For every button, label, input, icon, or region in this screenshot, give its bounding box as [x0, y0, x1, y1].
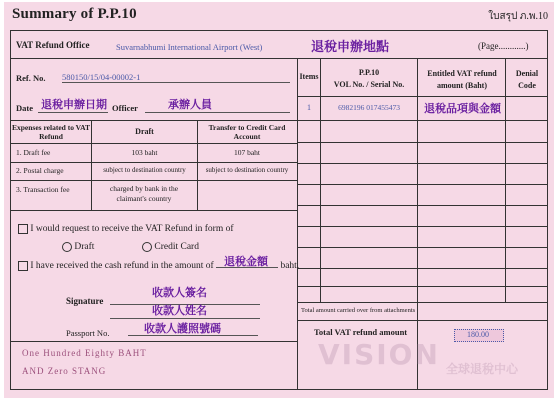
divider: [10, 58, 548, 59]
entitled-header: Entitled VAT refund amount (Baht): [427, 69, 497, 90]
items-annotation: 退稅品項與金額: [424, 102, 501, 115]
divider: [10, 180, 297, 181]
denial-header: Denial Code: [515, 69, 539, 90]
transfer-header: Transfer to Credit Card Account: [208, 123, 286, 141]
name-annotation: 收款人姓名: [152, 304, 207, 317]
thai-title: ใบสรุป ภ.พ.10: [488, 11, 548, 22]
ref-label: Ref. No.: [16, 73, 46, 83]
grid-line: [297, 302, 548, 303]
page-number-field: (Page............): [478, 41, 529, 51]
watermark-subtext: 全球退稅中心: [446, 362, 519, 376]
request-refund-text: I would request to receive the VAT Refund in form of: [30, 224, 234, 235]
grid-line: [297, 226, 548, 227]
date-annotation: 退稅申辦日期: [41, 98, 107, 111]
divider: [10, 120, 297, 121]
carried-over-label: Total amount carried over from attachments: [301, 307, 416, 314]
amount-in-words-line2: AND Zero STANG: [22, 366, 107, 376]
grid-line: [297, 268, 548, 269]
entitled-col-divider: [505, 58, 506, 302]
grid-line: [297, 120, 548, 121]
amount-annotation: 退稅金額: [224, 255, 268, 268]
signature-annotation: 收款人簽名: [152, 286, 207, 299]
items-header: Items: [299, 72, 319, 81]
items-col-divider: [320, 58, 321, 302]
expenses-header: Expenses related to VAT Refund: [12, 123, 90, 141]
draft-option-label: Draft: [74, 242, 95, 253]
request-refund-checkbox[interactable]: [18, 224, 28, 234]
office-value: Suvarnabhumi International Airport (West): [116, 42, 263, 52]
draft-option[interactable]: [62, 242, 94, 252]
amount-in-words-line1: One Hundred Eighty BAHT: [22, 348, 147, 358]
divider: [10, 143, 297, 144]
draft-fee-transfer: 107 baht: [233, 148, 261, 157]
draft-fee-draft: 103 baht: [131, 148, 158, 157]
signature-label: Signature: [66, 296, 104, 306]
grid-line: [297, 142, 548, 143]
pp10-header: P.P.10: [358, 68, 380, 77]
postal-draft: subject to destination country: [103, 166, 186, 174]
watermark-text: VISION: [318, 338, 440, 371]
divider: [10, 341, 297, 342]
divider: [297, 96, 548, 97]
draft-radio[interactable]: [62, 242, 72, 252]
office-annotation: 退稅申辦地點: [311, 40, 390, 55]
postal-transfer: subject to destination country: [205, 166, 289, 174]
officer-line: [145, 108, 290, 113]
divider: [10, 210, 297, 211]
divider: [10, 162, 297, 163]
baht-suffix: baht.: [280, 261, 300, 272]
cash-refund-text: I have received the cash refund in the amount of: [30, 261, 214, 272]
credit-card-option-label: Credit Card: [154, 242, 199, 253]
row-label-draft-fee: 1. Draft fee: [16, 148, 51, 157]
grid-line: [297, 320, 548, 321]
ref-number: 580150/15/04-00002-1: [62, 72, 290, 83]
credit-card-radio[interactable]: [142, 242, 152, 252]
officer-label: Officer: [112, 103, 138, 113]
grid-line: [297, 247, 548, 248]
row-label-transaction: 3. Transaction fee: [16, 185, 70, 194]
office-label: VAT Refund Office: [16, 40, 90, 50]
total-refund-label: Total VAT refund amount: [314, 327, 408, 337]
vol-serial-header: VOL No. / Serial No.: [333, 80, 405, 89]
draft-header: Draft: [135, 127, 154, 136]
item-number: 1: [307, 103, 311, 112]
grid-line: [297, 184, 548, 185]
serial-number: 6982196 017455473: [338, 103, 400, 112]
form-title: Summary of P.P.10: [12, 6, 137, 22]
grid-line: [297, 205, 548, 206]
row-label-postal: 2. Postal charge: [16, 166, 64, 175]
date-label: Date: [16, 103, 33, 113]
passport-annotation: 收款人護照號碼: [144, 322, 221, 335]
grid-line: [297, 286, 548, 287]
transaction-draft: charged by bank in the claimant's country: [109, 184, 179, 203]
refund-request-row: [18, 224, 234, 234]
credit-card-option[interactable]: [142, 242, 199, 252]
passport-label: Passport No.: [66, 328, 110, 338]
total-refund-value: 180.00: [467, 330, 489, 339]
officer-annotation: 承辦人員: [168, 98, 212, 111]
cash-refund-checkbox[interactable]: [18, 261, 28, 271]
grid-line: [297, 163, 548, 164]
